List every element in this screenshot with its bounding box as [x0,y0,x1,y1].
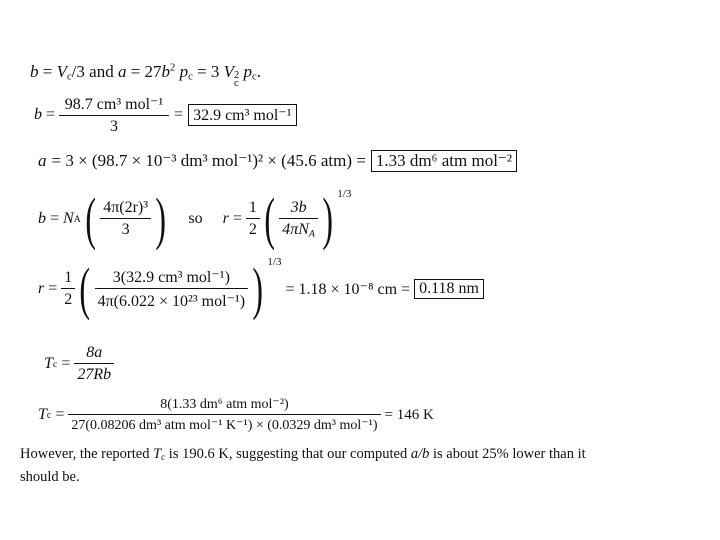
c-subscript-3: c [252,71,257,83]
r-value: = 1.18 × 10⁻⁸ cm = [285,281,411,298]
conclusion-text-3: is about 25% lower than it [429,446,586,462]
equals-2: = [232,210,242,227]
c-subscript: c [66,71,72,83]
denominator: 3 [59,115,169,136]
c-subscript: c [52,358,58,370]
ab-ratio: a/b [410,446,430,462]
c-subscript: c [161,452,166,463]
c-subscript: c [46,409,52,421]
numerator: 4π(2r)³ [103,199,149,216]
right-paren: ) [155,186,167,251]
div3and-text: /3 and [71,62,114,81]
relation-line [30,62,261,89]
A-subscript-2: A [308,228,315,240]
num-3b: 3b [290,198,307,216]
period: . [256,62,261,81]
fraction-volume [100,199,151,239]
numerator: 8a [86,344,103,361]
equals: = [55,406,65,423]
p-symbol-2: p [243,62,252,81]
V-symbol-2: V [223,62,234,81]
denominator: 2 [246,218,260,239]
equation-Tc-numeric [38,396,434,434]
equals: = [50,210,60,227]
numerator: 3(32.9 cm³ mol⁻¹) [112,269,230,286]
fraction-3b [279,199,318,239]
denominator [279,218,318,239]
p-symbol: p [179,62,189,81]
fraction-half [61,269,75,309]
T-symbol: T [153,446,162,462]
equals: = [46,106,56,123]
c-subscript-2: c [188,71,193,83]
eq-27: = 27 [130,62,162,81]
numerator: 8(1.33 dm⁶ atm mol⁻²) [160,397,289,412]
b-symbol: b [30,62,39,81]
squared: 2 [170,62,176,74]
left-paren: ( [85,186,96,251]
left-paren: ( [79,256,91,321]
fraction-Tc [74,344,114,384]
left-paren-2: ( [264,186,275,251]
numerator: 1 [248,199,257,216]
boxed-result-b: 32.9 cm³ mol⁻¹ [188,104,296,126]
equation-b [34,94,297,136]
numerator [288,199,310,218]
Tc-result: = 146 K [384,406,434,423]
denominator: 3 [100,218,151,239]
r-lhs: r [38,280,45,297]
boxed-result-a: 1.33 dm⁶ atm mol⁻² [371,150,517,172]
equals: = [48,280,58,297]
fraction-r [95,267,248,311]
boxed-result-r: 0.118 nm [414,279,484,299]
denominator: 27(0.08206 dm³ atm mol⁻¹ K⁻¹) × (0.0329 dm³ mol⁻¹) [68,414,380,434]
equation-b-NA [38,186,352,251]
right-paren: ) [252,256,264,321]
V-subscript: c [233,78,239,90]
exponent-third: 1/3 [337,188,352,200]
so-word: so [188,210,203,227]
conclusion-text-1: However, the reported [20,446,154,462]
conclusion-text-2: is 190.6 K, suggesting that our computed [165,446,411,462]
conclusion-paragraph [20,444,680,487]
equation-r [38,256,484,321]
denominator: 4π(6.022 × 10²³ mol⁻¹) [95,288,248,311]
V-symbol: V [56,62,67,81]
conclusion-text-4: should be. [20,469,80,486]
r-symbol: r [222,210,229,227]
fraction-b [59,94,169,136]
denominator: 27Rb [74,363,114,384]
equals: = [42,62,53,81]
a-lhs: a [38,151,47,170]
T-symbol: T [44,355,53,372]
exponent-third: 1/3 [267,256,282,268]
A-subscript: A [73,213,81,225]
denominator: 2 [61,288,75,309]
fraction-Tc-numeric [68,396,380,434]
equation-Tc-symbolic [44,344,114,384]
right-paren-2: ) [322,186,333,251]
eq-3: = 3 [197,62,220,81]
fraction-half [246,199,260,239]
numerator: 98.7 cm³ mol⁻¹ [64,96,164,113]
equation-a [38,150,517,172]
T-symbol: T [38,406,47,423]
b-lhs: b [34,106,42,123]
den-4piNA: 4πN [282,220,309,238]
a-symbol: a [117,62,127,81]
equals: = [61,355,71,372]
b-symbol-2: b [161,62,171,81]
V-superscript: 2 [233,70,240,82]
equals-2: = [174,106,184,123]
NA-symbol: N [63,210,74,227]
a-expression: = 3 × (98.7 × 10⁻³ dm³ mol⁻¹)² × (45.6 atm) = [51,151,366,170]
numerator: 1 [64,269,73,286]
b-lhs: b [38,210,46,227]
